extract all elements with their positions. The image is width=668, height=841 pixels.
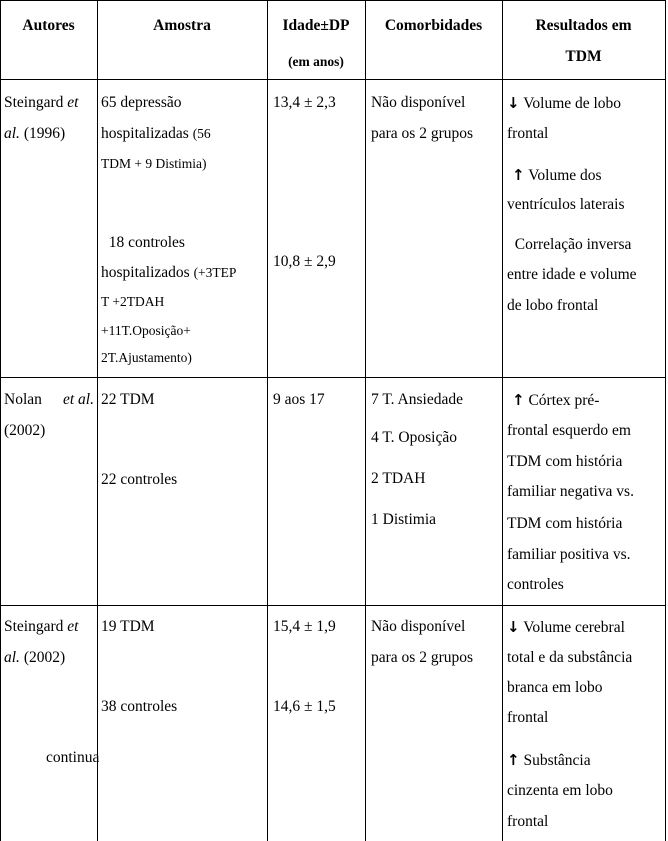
resultado-line: familiar negativa vs.: [507, 483, 634, 500]
autor-ano: (1996): [23, 125, 66, 142]
amostra-line: 22 controles: [101, 471, 178, 488]
row1-autor-ano: [4, 124, 65, 144]
resultado-line: entre idade e volume: [507, 266, 637, 283]
header-idade: Idade±DP: [282, 17, 350, 34]
column-divider: [267, 0, 268, 841]
arrow-up-icon: ↑: [507, 751, 520, 769]
resultado-line: frontal: [507, 813, 549, 830]
resultado-line: familiar positiva vs.: [507, 546, 631, 563]
row3-autor-ano: [4, 648, 65, 668]
idade-value: 14,6 ± 1,5: [273, 698, 336, 715]
table-border-top: [0, 0, 666, 1]
resultado-text: Córtex pré-: [528, 392, 600, 409]
autor-name: Nolan: [4, 391, 42, 408]
amostra-text: 18 controles: [108, 234, 185, 251]
autor-name: Steingard: [4, 94, 64, 111]
resultado-text: Correlação inversa: [514, 236, 632, 253]
autor-al: al.: [4, 649, 20, 666]
header-comorbidades: Comorbidades: [384, 17, 483, 34]
amostra-line: 2T.Ajustamento): [101, 350, 192, 365]
resultado-line: TDM com história: [507, 515, 623, 532]
resultado-line: frontal: [507, 709, 549, 726]
column-divider: [502, 0, 503, 841]
header-resultados: Resultados em: [535, 17, 632, 34]
resultado-line: [507, 617, 625, 638]
autor-et: et al.: [63, 391, 94, 408]
header-amostra: Amostra: [153, 17, 211, 34]
header-resultados-tdm: TDM: [565, 48, 602, 65]
amostra-line: +11T.Oposição+: [101, 323, 191, 338]
resultado-line: frontal esquerdo em: [507, 422, 631, 439]
resultado-line: [507, 750, 591, 771]
autor-name: Steingard: [4, 618, 64, 635]
arrow-down-icon: ↓: [507, 94, 520, 112]
row-divider: [0, 605, 666, 606]
amostra-line: [101, 124, 211, 144]
header-autores: Autores: [22, 17, 75, 34]
resultado-line: [507, 93, 621, 114]
comorbidade-line: Não disponível: [371, 94, 466, 111]
row2-autor-ano: (2002): [4, 422, 46, 439]
comorbidade-line: 4 T. Oposição: [371, 429, 457, 446]
amostra-line: 65 depressão: [101, 94, 182, 111]
amostra-text: (56: [192, 126, 211, 141]
resultado-line: [512, 390, 599, 411]
table-border-left: [0, 0, 1, 841]
resultado-line: de lobo frontal: [507, 297, 599, 314]
table-border-right: [665, 0, 666, 841]
comorbidade-line: para os 2 grupos: [371, 649, 474, 666]
amostra-line: 22 TDM: [101, 391, 155, 408]
comorbidade-line: para os 2 grupos: [371, 125, 474, 142]
resultado-line: branca em lobo: [507, 679, 603, 696]
row2-autor: [4, 390, 94, 410]
row-divider: [0, 377, 666, 378]
amostra-text: hospitalizadas: [101, 125, 189, 142]
row3-autor: [4, 617, 78, 637]
resultado-line: ventrículos laterais: [507, 196, 625, 213]
header-idade-sub: (em anos): [288, 54, 344, 69]
idade-value: 10,8 ± 2,9: [273, 253, 336, 270]
amostra-line: T +2TDAH: [101, 294, 165, 309]
amostra-line: TDM + 9 Distimia): [101, 156, 207, 171]
amostra-text: hospitalizados: [101, 264, 190, 281]
amostra-text: (+3TEP: [193, 265, 237, 280]
resultado-line: controles: [507, 576, 564, 593]
column-divider: [365, 0, 366, 841]
autor-et: et: [67, 94, 79, 111]
comorbidade-line: 1 Distimia: [371, 511, 437, 528]
resultado-line: TDM com história: [507, 453, 623, 470]
resultado-line: frontal: [507, 125, 549, 142]
row1-autor: [4, 93, 78, 113]
idade-value: 13,4 ± 2,3: [273, 94, 336, 111]
resultado-line: [507, 235, 631, 255]
arrow-up-icon: ↑: [512, 391, 525, 409]
comorbidade-line: Não disponível: [371, 618, 466, 635]
resultado-text: Volume cerebral: [523, 619, 625, 636]
autor-ano: (2002): [23, 649, 66, 666]
autor-et: et: [67, 618, 79, 635]
comorbidade-line: 7 T. Ansiedade: [371, 391, 463, 408]
resultado-line: total e da substância: [507, 649, 633, 666]
amostra-line: [101, 263, 236, 283]
amostra-line: 38 controles: [101, 698, 178, 715]
idade-value: 15,4 ± 1,9: [273, 618, 336, 635]
resultado-line: cinzenta em lobo: [507, 782, 613, 799]
amostra-line: [101, 233, 185, 253]
resultado-line: [512, 165, 602, 186]
arrow-up-icon: ↑: [512, 166, 525, 184]
column-divider: [97, 0, 98, 841]
comorbidade-line: 2 TDAH: [371, 470, 426, 487]
resultado-text: Volume de lobo: [523, 95, 622, 112]
idade-value: 9 aos 17: [273, 391, 325, 408]
resultado-text: Volume dos: [528, 167, 602, 184]
continua-note: continua: [46, 749, 100, 766]
autor-al: al.: [4, 125, 20, 142]
arrow-down-icon: ↓: [507, 618, 520, 636]
amostra-line: 19 TDM: [101, 618, 155, 635]
resultado-text: Substância: [523, 752, 591, 769]
row-divider: [0, 79, 666, 80]
